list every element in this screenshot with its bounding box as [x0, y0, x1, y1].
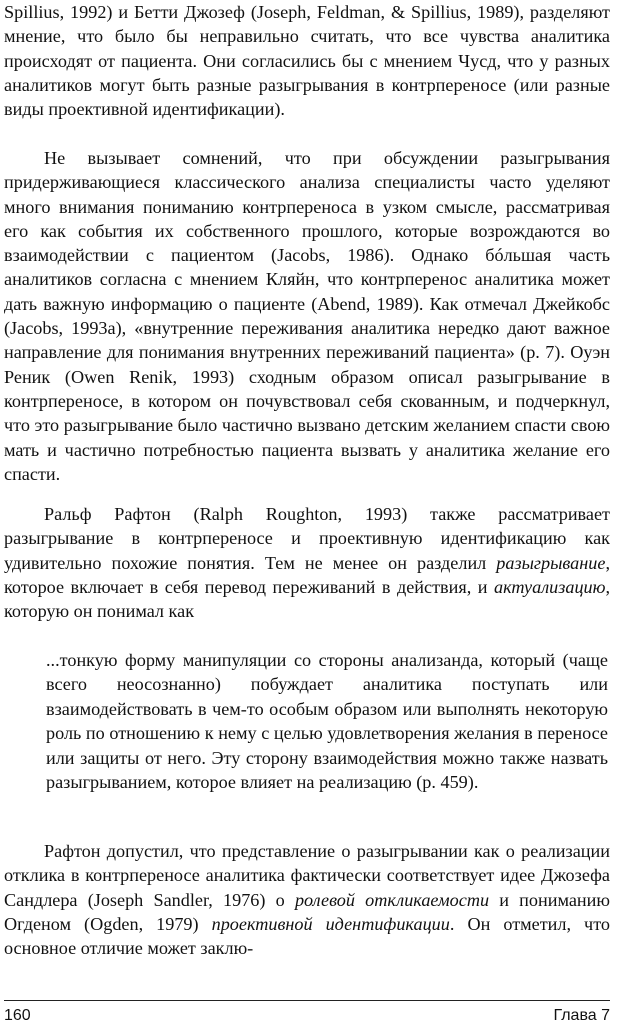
paragraph-text: Рафтон допустил, что представление о разыгрывании как о реализации отклика в контрпереносе аналитика фактически соответствует идее Джозефа Сандлера (Joseph Sandler, 1976) о — [4, 841, 610, 910]
paragraph-text: и пониманию Огденом (Ogden, 1979) — [4, 889, 610, 934]
paragraph-text: , которую он понимал как — [4, 576, 610, 622]
emphasis-term: ролевой откликаемости — [294, 889, 490, 910]
page-number: 160 — [4, 1007, 31, 1024]
paragraph-text: Ральф Рафтон (Ralph Roughton, 1993) также рассматривает разыгрывание в контрпереносе и проективную идентификацию как удивительно похожие понятия. Тем не менее он разделил — [4, 504, 610, 573]
paragraph-enactment-classical: Не вызывает сомнений, что при обсуждении разыгрывания придерживающиеся классического анализа специалисты часто уделяют много внимания пониманию контрпереноса в узком смысле, рассматривая его как события их собственного прошлого, которые возрождаются во взаимодействии с пациентом (Jacobs, 1986). Однако бóльшая часть аналитиков согласна с мнением Кляйн, что контрперенос аналитика может дать важную информацию о пациенте (Abend, 1989). Как отмечал Джейкобс (Jacobs, 1993a), «внутренние переживания аналитика нередко дают важное направление для понимания внутренних переживаний пациента» (р. 7). Оуэн Реник (Owen Renik, 1993) сходным образом описал разыгрывание в контрпереносе, в котором он почувствовал себя скованным, и подчеркнул, что это разыгрывание было частично вызвано детским желанием спасти свою мать и частично потребностью пациента вызвать у аналитика желание его спасти. — [4, 148, 610, 484]
paragraph-continuation: Spillius, 1992) и Бетти Джозеф (Joseph, Feldman, & Spillius, 1989), разделяют мнение, что было бы неправильно считать, что все чувства аналитика происходят от пациента. Они согласились бы с мнением Чусд, что у разных аналитиков могут быть разные разыгрывания в контрпереносе (или разные виды проективной идентификации). — [4, 2, 610, 120]
emphasis-term: актуализацию — [494, 576, 606, 597]
footer-divider — [4, 1000, 610, 1001]
paragraph-text: . Он отметил, что основное отличие может заклю- — [4, 913, 610, 959]
book-page — [4, 0, 610, 1028]
block-quote: ...тонкую форму манипуляции со стороны анализанда, который (чаще всего неосознанно) побуждает аналитика поступать или взаимодействовать в чем-то особым образом или выполнять некоторую роль по отношению к нему с целью удовлетворения желания в переносе или защиты от него. Эту сторону взаимодействия можно также назвать разыгрыванием, которое влияет на реализацию (р. 459). — [46, 650, 608, 793]
paragraph-roughton — [4, 502, 610, 623]
chapter-label: Глава 7 — [553, 1007, 610, 1024]
emphasis-term: разыгрывание — [496, 552, 606, 573]
paragraph-text: , которое включает в себя перевод переживаний в действия, и — [4, 552, 610, 597]
emphasis-term: проективной идентификации — [211, 913, 450, 934]
paragraph-sandler-ogden — [4, 839, 610, 960]
page-footer — [4, 1006, 610, 1028]
